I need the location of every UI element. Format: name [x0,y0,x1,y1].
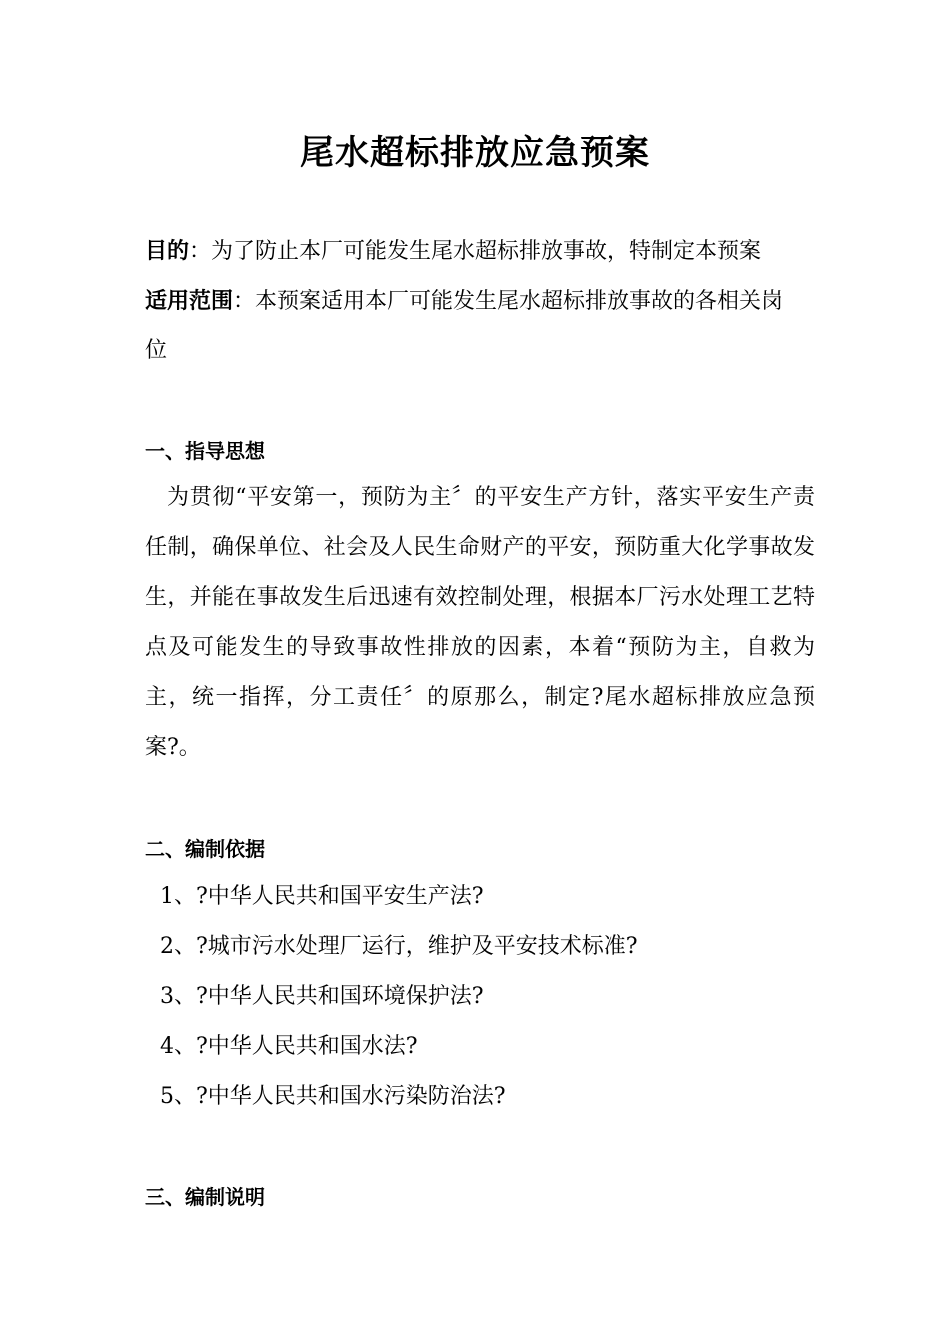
section-heading-basis: 二、编制依据 [145,837,265,861]
basis-list-item: 5、?中华人民共和国水污染防治法? [160,1084,506,1109]
scope-text: 本预案适用本厂可能发生尾水超标排放事故的各相关岗 [255,289,784,314]
purpose-label: 目的 [145,238,190,264]
section-paragraph-guiding-principle: 为贯彻“平安第一，预防为主〞的平安生产方针，落实平安生产责任制，确保单位、社会及人民生命财产的平安，预防重大化学事故发生，并能在事故发生后迅速有效控制处理，根据本厂污水处理工艺特点及可能发生的导致事故性排放的因素，本着“预防为主，自救为主，统一指挥，分工责任〞的原那么，制定?尾水超标排放应急预案?。 [145,485,815,760]
document-title: 尾水超标排放应急预案 [300,133,650,173]
basis-list-item: 1、?中华人民共和国平安生产法? [160,884,484,909]
scope-text-continued: 位 [145,338,168,363]
section-heading-guiding-principle: 一、指导思想 [145,439,265,463]
scope-colon: ： [233,289,256,314]
scope-label: 适用范围 [145,288,234,314]
basis-list-item: 4、?中华人民共和国水法? [160,1034,418,1059]
scope-line [145,286,783,317]
purpose-text: 为了防止本厂可能发生尾水超标排放事故，特制定本预案 [211,239,762,264]
section-heading-explanation: 三、编制说明 [145,1185,265,1209]
basis-list-item: 3、?中华人民共和国环境保护法? [160,984,484,1009]
purpose-line [145,236,761,267]
scope-line-continued [145,336,167,366]
basis-list-item: 2、?城市污水处理厂运行，维护及平安技术标准? [160,934,638,959]
purpose-colon: ： [189,239,212,264]
